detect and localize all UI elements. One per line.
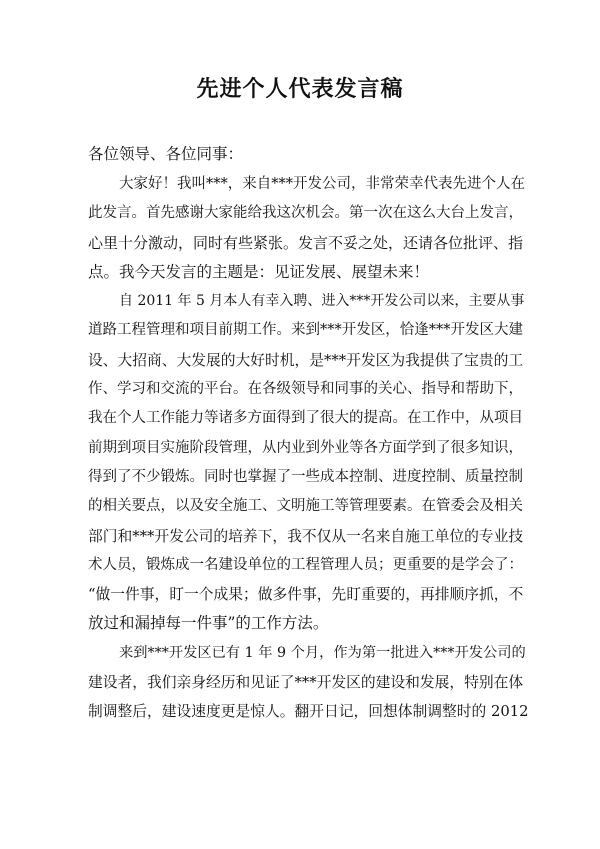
text-line: 前期到项目实施阶段管理，从内业到外业等各方面学到了很多知识， [88,439,523,456]
text-line: 的相关要点，以及安全施工、文明施工等管理要素。在管委会及相关 [88,498,523,515]
text-line: 此发言。首先感谢大家能给我这次机会。第一次在这么大台上发言， [88,205,523,222]
text-line: 大家好！我叫***，来自***开发公司，非常荣幸代表先进个人在 [119,176,525,192]
body-text [88,170,528,727]
text-line: 我在个人工作能力等诸多方面得到了很大的提高。在工作中，从项目 [88,410,523,427]
document-title: 先进个人代表发言稿 [196,76,404,102]
text-line: 道路工程管理和项目前期工作。来到***开发区，恰逢***开发区大建 [88,322,523,339]
text-line: 自 2011 年 5 月本人有幸入聘、进入***开发公司以来，主要从事 [119,293,525,310]
text-line: 得到了不少锻炼。同时也掌握了一些成本控制、进度控制、质量控制 [88,468,523,485]
text-line: 来到***开发区已有 1 年 9 个月，作为第一批进入***开发公司的 [119,644,526,661]
text-line: 放过和漏掉每一件事”的工作方法。 [88,614,329,633]
text-line: 制调整后，建设速度更是惊人。翻开日记，回想体制调整时的 2012 [88,703,529,721]
text-line: 设、大招商、大发展的大好时机，是***开发区为我提供了宝贵的工 [88,351,524,369]
text-line: “做一件事，盯一个成果；做多件事，先盯重要的，再排顺序抓，不 [88,586,524,604]
text-line: 术人员，锻炼成一名建设单位的工程管理人员；更重要的是学会了： [88,556,523,573]
text-line: 心里十分激动，同时有些紧张。发言不妥之处，还请各位批评、指 [88,233,524,252]
text-line: 部门和***开发公司的培养下，我不仅从一名来自施工单位的专业技 [88,527,524,545]
text-line: 作、学习和交流的平台。在各级领导和同事的关心、指导和帮助下， [88,381,523,398]
greeting-line: 各位领导、各位同事： [88,145,244,163]
text-line: 点。我今天发言的主题是：见证发展、展望未来！ [88,262,430,281]
text-line: 建设者，我们亲身经历和见证了***开发区的建设和发展，特别在体 [88,674,524,692]
